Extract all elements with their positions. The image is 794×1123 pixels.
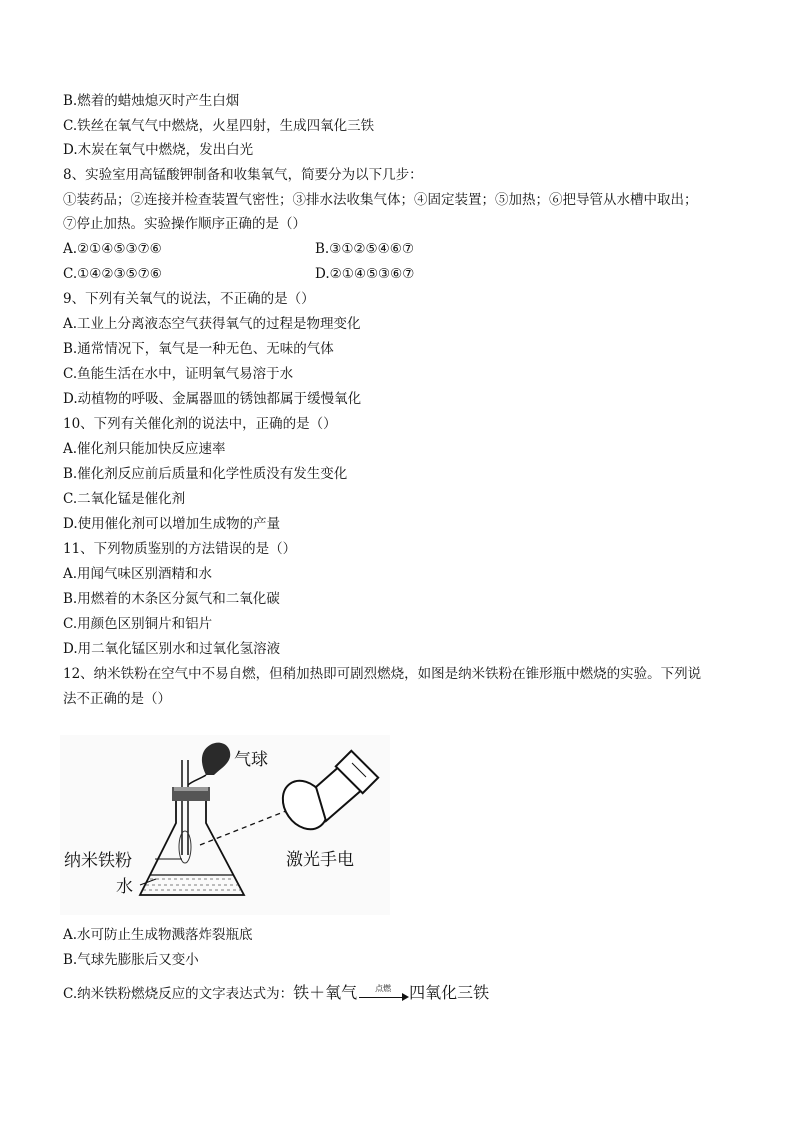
- q11-option-c: C.用颜色区别铜片和铝片: [63, 616, 213, 632]
- arrow-line: [359, 997, 403, 998]
- q10-option-c: C.二氧化锰是催化剂: [63, 491, 186, 507]
- q10-option-d: D.使用催化剂可以增加生成物的产量: [63, 516, 281, 532]
- q7-option-c: C.铁丝在氧气气中燃烧，火星四射，生成四氧化三铁: [63, 118, 375, 134]
- q7-option-b: B.燃着的蜡烛熄灭时产生白烟: [63, 93, 240, 109]
- q11-stem: 11、下列物质鉴别的方法错误的是（）: [63, 541, 297, 557]
- q8-option-c: C.①④②③⑤⑦⑥: [63, 266, 162, 282]
- q8-option-d: D.②①④⑤③⑥⑦: [315, 266, 415, 282]
- q12-experiment-figure: [60, 735, 390, 915]
- q9-option-b: B.通常情况下，氧气是一种无色、无味的气体: [63, 341, 334, 357]
- q8-option-a: A.②①④⑤③⑦⑥: [63, 241, 162, 257]
- q10-stem: 10、下列有关催化剂的说法中，正确的是（）: [63, 416, 337, 432]
- label-flashlight: 激光手电: [286, 850, 354, 870]
- reaction-arrow: [357, 983, 409, 1004]
- label-water: 水: [116, 877, 133, 897]
- q8-steps-line2: ⑦停止加热。实验操作顺序正确的是（）: [63, 216, 306, 232]
- q9-option-c: C.鱼能生活在水中，证明氧气易溶于水: [63, 366, 294, 382]
- q8-option-b: B.③①②⑤④⑥⑦: [315, 241, 414, 257]
- label-iron-powder: 纳米铁粉: [64, 851, 132, 871]
- q8-steps-line1: ①装药品；②连接并检查装置气密性；③排水法收集气体；④固定装置；⑤加热；⑥把导管从水槽中取出；: [63, 192, 698, 208]
- q12-stem-line1: 12、纳米铁粉在空气中不易自燃，但稍加热即可剧烈燃烧，如图是纳米铁粉在锥形瓶中燃烧的实验。下列说: [63, 666, 702, 682]
- q8-stem: 8、实验室用高锰酸钾制备和收集氧气，简要分为以下几步：: [63, 167, 423, 183]
- reaction-condition: 点燃: [375, 983, 392, 993]
- equation-reactants: 铁＋氧气: [293, 983, 358, 1002]
- label-balloon: 气球: [234, 750, 268, 770]
- q9-stem: 9、下列有关氧气的说法，不正确的是（）: [63, 291, 315, 307]
- q12-stem-line2: 法不正确的是（）: [63, 691, 171, 707]
- q11-option-a: A.用闻气味区别酒精和水: [63, 566, 213, 582]
- q12-option-c-prefix: C.纳米铁粉燃烧反应的文字表达式为：: [63, 986, 294, 1002]
- equation-product: 四氧化三铁: [409, 983, 490, 1002]
- q9-option-a: A.工业上分离液态空气获得氧气的过程是物理变化: [63, 316, 361, 332]
- flask-laser-diagram: [60, 735, 390, 915]
- q10-option-a: A.催化剂只能加快反应速率: [63, 441, 226, 457]
- q12-option-c: [63, 984, 489, 1004]
- q12-option-a: A.水可防止生成物溅落炸裂瓶底: [63, 927, 253, 943]
- q10-option-b: B.催化剂反应前后质量和化学性质没有发生变化: [63, 466, 348, 482]
- arrow-head-icon: [402, 993, 409, 1001]
- q11-option-b: B.用燃着的木条区分氮气和二氧化碳: [63, 591, 280, 607]
- stopper-highlight: [174, 787, 208, 791]
- q11-option-d: D.用二氧化锰区别水和过氧化氢溶液: [63, 641, 281, 657]
- q9-option-d: D.动植物的呼吸、金属器皿的锈蚀都属于缓慢氧化: [63, 391, 362, 407]
- q12-option-b: B.气球先膨胀后又变小: [63, 952, 199, 968]
- q7-option-d: D.木炭在氧气中燃烧，发出白光: [63, 142, 254, 158]
